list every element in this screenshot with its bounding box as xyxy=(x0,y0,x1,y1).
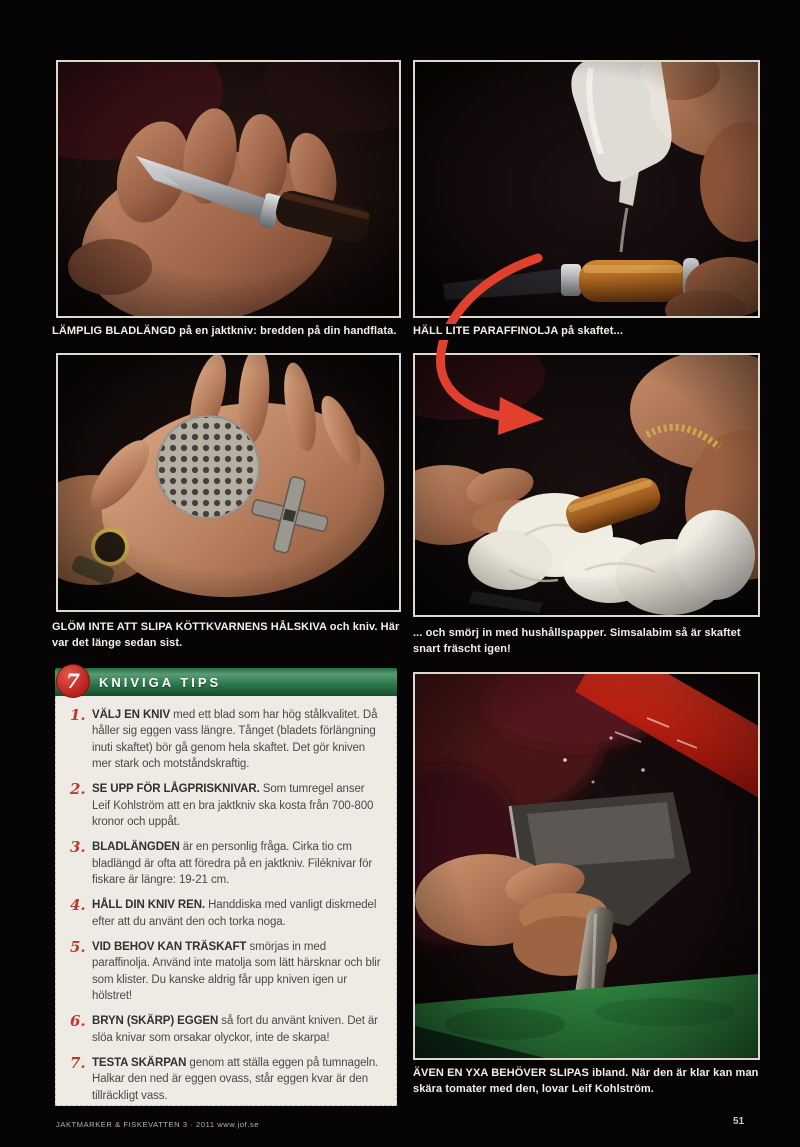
caption-paraffin-oil xyxy=(413,324,760,340)
caption-rest: på skaftet... xyxy=(558,325,623,337)
tip-item xyxy=(70,781,384,830)
caption-lead: LÄMPLIG BLADLÄNGD xyxy=(52,325,176,337)
caption-wipe-handle xyxy=(413,626,760,658)
caption-axe-sharpening xyxy=(413,1066,760,1098)
grinder-parts-illustration xyxy=(58,355,399,610)
tip-item xyxy=(70,1055,384,1104)
caption-rest: ibland. När den är klar kan man skära tomater med den, lovar Leif Kohlström. xyxy=(413,1067,759,1095)
tips-header-bar xyxy=(55,668,397,696)
tip-body: smörjas in med paraffinolja. Använd inte matolja som lätt härsknar och blir som klister. Du kanske aldrig får upp kniven igen ur hölstret! xyxy=(92,940,381,1002)
tip-number: 1. xyxy=(70,706,86,724)
caption-rest: och kniv. Här var det länge sedan sist. xyxy=(52,621,400,649)
tip-body: är en personlig fråga. Cirka tio cm bladlängd är ofta att föredra på en jaktkniv. Filéknivar för fiskare är längre: 19-21 cm. xyxy=(92,841,373,886)
tip-count-badge xyxy=(56,664,90,698)
caption-lead: HÄLL LITE PARAFFINOLJA xyxy=(413,325,558,337)
tip-number: 3. xyxy=(70,838,86,857)
tip-text xyxy=(92,897,384,930)
tip-item xyxy=(70,1013,384,1046)
tips-list xyxy=(55,696,397,1106)
tip-lead: BLADLÄNGDEN xyxy=(92,841,180,854)
badge-number: 7 xyxy=(66,669,80,693)
tip-number: 2. xyxy=(70,780,86,799)
tip-number: 4. xyxy=(70,896,86,915)
caption-lead: ÄVEN EN YXA BEHÖVER SLIPAS xyxy=(413,1067,589,1079)
caption-grinder-disc xyxy=(52,620,400,652)
caption-blade-length xyxy=(52,324,400,340)
caption-lead: GLÖM INTE ATT SLIPA KÖTTKVARNENS HÅLSKIVA xyxy=(52,621,327,633)
knife-in-hand-illustration xyxy=(58,62,399,316)
tip-text xyxy=(92,939,384,1004)
axe-sharpening-illustration xyxy=(415,674,758,1058)
tip-lead: VID BEHOV KAN TRÄSKAFT xyxy=(92,940,247,953)
tips-title: KNIVIGA TIPS xyxy=(99,674,222,690)
tip-number: 7. xyxy=(70,1053,86,1072)
tip-text xyxy=(92,1055,384,1104)
tip-text xyxy=(92,781,384,830)
photo-grinder-disc-and-knife xyxy=(56,353,401,612)
tip-item xyxy=(70,707,384,772)
tip-lead: BRYN (SKÄRP) EGGEN xyxy=(92,1015,219,1028)
tip-text xyxy=(92,839,384,888)
tip-body: så fort du använt kniven. Det är slöa knivar som orsakar olyckor, inte de skarpa! xyxy=(92,1015,378,1044)
tip-item xyxy=(70,939,384,1004)
tip-body: med ett blad som har hög stålkvalitet. Då håller sig eggen vass längre. Tånget (bladets förlängning inuti skaftet) bör gå genom hela skaftet. Det gör kniven mer stark och motståndskraftig. xyxy=(92,709,378,770)
tip-item xyxy=(70,897,384,930)
photo-axe-sharpening xyxy=(413,672,760,1060)
tip-lead: SE UPP FÖR LÅGPRISKNIVAR. xyxy=(92,783,260,796)
tip-body: genom att ställa eggen på tumnageln. Halkar den ned är eggen ovass, står eggen kvar är den tillräckligt vass. xyxy=(92,1056,379,1102)
tip-number: 6. xyxy=(70,1012,86,1031)
caption-rest: på en jaktkniv: bredden på din handflata. xyxy=(175,325,397,337)
caption-rest: ... och smörj in med hushållspapper. Simsalabim så är skaftet snart fräscht igen! xyxy=(413,627,741,655)
magazine-footer: JAKTMARKER & FISKEVATTEN 3 · 2011 www.jof.se xyxy=(56,1120,260,1129)
tip-lead: VÄLJ EN KNIV xyxy=(92,709,171,721)
tip-item xyxy=(70,839,384,888)
tip-number: 5. xyxy=(70,937,86,956)
tip-body: Som tumregel anser Leif Kohlström att en bra jaktkniv ska kosta från 700-800 kronor och uppåt. xyxy=(92,783,374,828)
tips-box xyxy=(55,668,397,1106)
curved-red-arrow-icon xyxy=(420,248,590,438)
tip-text xyxy=(92,707,384,772)
tip-lead: TESTA SKÄRPAN xyxy=(92,1056,187,1069)
tip-body: Handdiska med vanligt diskmedel efter att du använt den och torka noga. xyxy=(92,899,377,928)
tip-text xyxy=(92,1013,384,1046)
page-number: 51 xyxy=(733,1116,745,1127)
photo-knife-blade-length xyxy=(56,60,401,318)
tip-lead: HÅLL DIN KNIV REN. xyxy=(92,899,205,912)
